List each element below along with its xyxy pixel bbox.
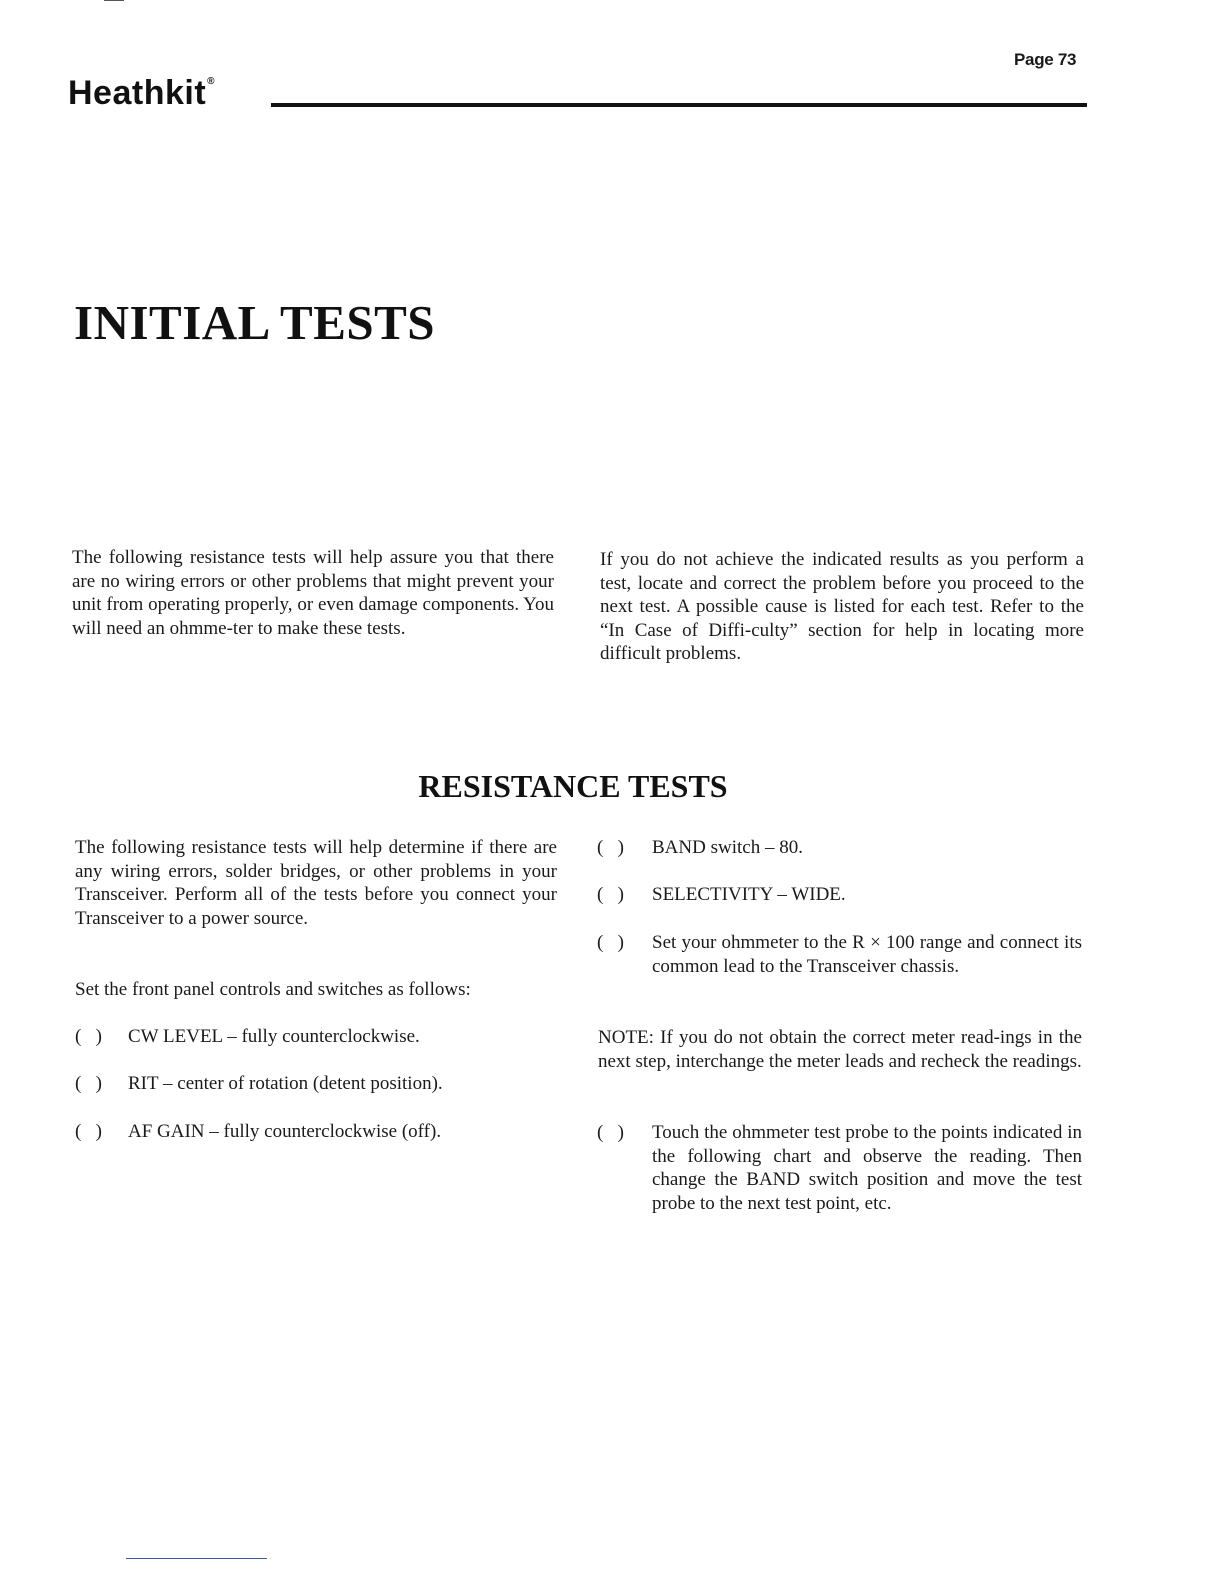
section-title: RESISTANCE TESTS [418,768,728,804]
scan-mark [104,0,124,1]
header-rule [271,103,1087,107]
checkbox-marker[interactable]: ( ) [75,1073,102,1094]
page-title: INITIAL TESTS [74,295,436,350]
checklist-item [597,931,1083,1003]
checkbox-marker[interactable]: ( ) [597,932,624,953]
checklist-item [75,1120,557,1144]
registered-mark: ® [207,75,216,87]
checklist-text: Set your ohmmeter to the R × 100 range and connect its common lead to the Transceiver chassis. [652,932,1082,977]
checkbox-marker[interactable]: ( ) [75,1121,102,1142]
checkbox-marker[interactable]: ( ) [597,837,624,858]
page-number: Page 73 [1014,50,1077,69]
checklist-item [75,1025,557,1049]
checklist-text: CW LEVEL – fully counterclockwise. [128,1026,420,1047]
checklist-text: BAND switch – 80. [652,837,803,858]
intro-right-paragraph: If you do not achieve the indicated results as you perform a test, locate and correct the problem before you proceed to the next test. A possible cause is listed for each test. Refer to the “In Case of Diffi-culty” section for help in locating more difficult problems. [600,549,1084,665]
note-paragraph: NOTE: If you do not obtain the correct meter read-ings in the next step, interchange the meter leads and recheck the readings. [598,1027,1082,1072]
checklist-text: SELECTIVITY – WIDE. [652,884,846,905]
checklist-item [597,836,1083,860]
brand-logo [68,74,214,113]
checklist-item [597,1121,1083,1241]
checkbox-marker[interactable]: ( ) [597,1122,624,1143]
brand-name: Heathkit [68,74,207,112]
checklist-item [75,1072,557,1096]
checkbox-marker[interactable]: ( ) [597,884,624,905]
checkbox-marker[interactable]: ( ) [75,1026,102,1047]
checklist-text: AF GAIN – fully counterclockwise (off). [128,1121,442,1142]
footer-rule [126,1558,267,1559]
resistance-intro-paragraph: The following resistance tests will help determine if there are any wiring errors, solder bridges, or other problems in your Transceiver. Perform all of the tests before you connect your Transceiver to a power source. [75,837,557,929]
intro-left-paragraph: The following resistance tests will help assure you that there are no wiring errors or other problems that might prevent your unit from operating properly, or even damage components. You will need an ohmme-ter to make these tests. [72,547,554,639]
checklist-text: RIT – center of rotation (detent position). [128,1073,443,1094]
checklist-item [597,883,1083,907]
checklist-text: Touch the ohmmeter test probe to the points indicated in the following chart and observe the reading. Then change the BAND switch position and move the test probe to the next test point, etc. [652,1122,1082,1214]
controls-intro: Set the front panel controls and switches as follows: [75,979,471,1000]
